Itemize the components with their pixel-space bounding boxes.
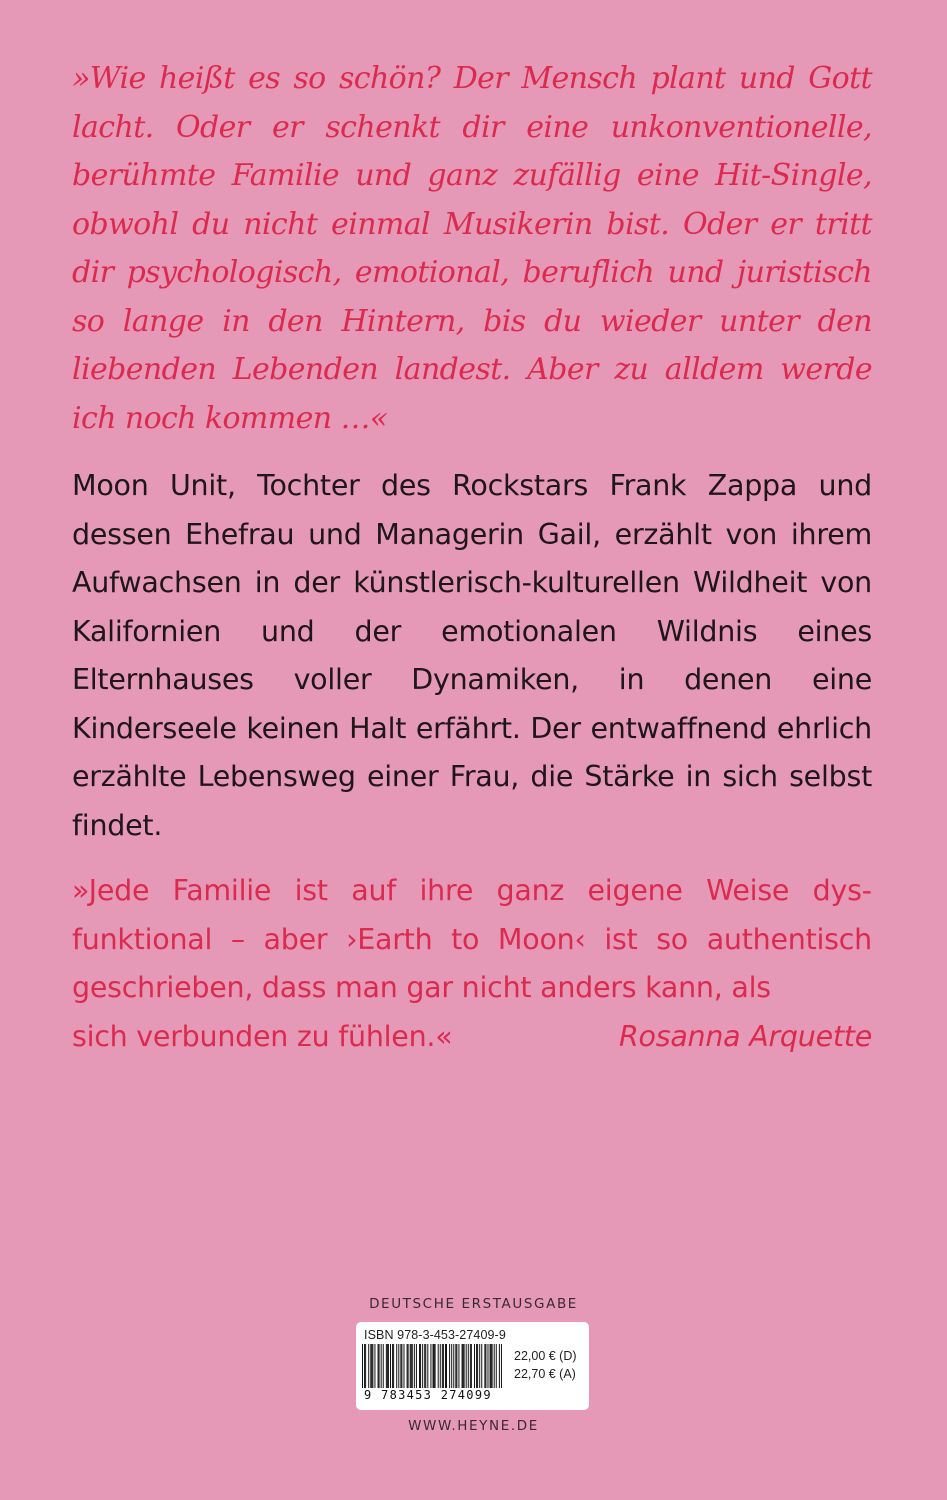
barcode-bar — [374, 1344, 375, 1388]
barcode-bar — [501, 1344, 502, 1388]
barcode-bar — [455, 1344, 456, 1388]
barcode-bar — [491, 1344, 492, 1388]
barcode-bar — [372, 1344, 373, 1388]
barcode-bar — [371, 1344, 372, 1388]
barcode-bar — [487, 1344, 488, 1388]
barcode-bar — [445, 1344, 446, 1388]
barcode-icon — [362, 1344, 502, 1388]
barcode-bar — [440, 1344, 441, 1388]
intro-quote: »Wie heißt es so schön? Der Mensch plant und Gott lacht. Oder er schenkt dir eine unkonventionelle, berühmte Familie und ganz zufällig eine Hit-Single, obwohl du nicht einmal Musikerin bist. Oder er tritt dir psychologisch, emotional, beruflich und juristisch so lange in den Hintern, bis du wieder unter den liebenden Lebenden landest. Aber zu alldem werde ich noch kommen …« — [72, 61, 872, 436]
barcode-label — [356, 1322, 589, 1410]
barcode-bar — [414, 1344, 415, 1388]
barcode-bar — [365, 1344, 366, 1388]
barcode-bar — [412, 1344, 413, 1388]
barcode-bar — [435, 1344, 436, 1388]
blurb-author: Rosanna Arquette — [619, 1019, 872, 1053]
barcode-bar — [422, 1344, 423, 1388]
barcode-bar — [474, 1344, 475, 1388]
barcode-bar — [479, 1344, 480, 1388]
barcode-bar — [407, 1344, 408, 1388]
barcode-bar — [379, 1344, 380, 1388]
barcode-bar — [364, 1344, 365, 1388]
barcode-bar — [390, 1344, 391, 1388]
barcode-bar — [481, 1344, 482, 1388]
barcode-bar — [424, 1344, 425, 1388]
barcode-bar — [378, 1344, 379, 1388]
blurb-text-end: sich verbunden zu fühlen.« — [72, 1019, 453, 1053]
barcode-bar — [370, 1344, 371, 1388]
barcode-bar — [477, 1344, 478, 1388]
barcode-bar — [468, 1344, 469, 1388]
barcode-bar — [362, 1344, 363, 1388]
barcode-bar — [430, 1344, 431, 1388]
barcode-bar — [496, 1344, 497, 1388]
publisher-website: WWW.HEYNE.DE — [408, 1418, 539, 1434]
blurb-last-line — [72, 1013, 872, 1062]
book-description: Moon Unit, Tochter des Rockstars Frank Zappa und dessen Ehefrau und Managerin Gail, erzählt von ihrem Aufwachsen in der künstlerisch-kulturellen Wildheit von Kalifornien und der emotionalen Wildnis eines Elternhauses voller Dynamiken, in denen eine Kinderseele keinen Halt erfährt. Der entwaffnend ehrlich erzählte Lebensweg einer Frau, die Stärke in sich selbst findet. — [72, 469, 872, 842]
barcode-bar — [494, 1344, 495, 1388]
barcode-bar — [392, 1344, 393, 1388]
barcode-bar — [456, 1344, 457, 1388]
barcode-bar — [485, 1344, 486, 1388]
barcode-bar — [453, 1344, 454, 1388]
barcode-bar — [434, 1344, 435, 1388]
barcode-bar — [451, 1344, 452, 1388]
barcode-bar — [458, 1344, 459, 1388]
barcode-bar — [387, 1344, 388, 1388]
edition-label: DEUTSCHE ERSTAUSGABE — [369, 1296, 578, 1312]
barcode-bar — [403, 1344, 404, 1388]
barcode-bar — [386, 1344, 387, 1388]
price-austria: 22,70 € (A) — [514, 1367, 576, 1381]
barcode-bar — [411, 1344, 412, 1388]
barcode-bar — [368, 1344, 369, 1388]
barcode-bar — [383, 1344, 384, 1388]
barcode-bar — [464, 1344, 465, 1388]
barcode-bar — [388, 1344, 389, 1388]
barcode-digits: 9 783453 274099 — [364, 1388, 492, 1402]
barcode-bar — [484, 1344, 485, 1388]
barcode-bar — [442, 1344, 443, 1388]
barcode-bar — [416, 1344, 417, 1388]
barcode-bar — [410, 1344, 411, 1388]
barcode-bar — [427, 1344, 428, 1388]
barcode-bar — [401, 1344, 402, 1388]
barcode-bar — [433, 1344, 434, 1388]
barcode-bar — [446, 1344, 447, 1388]
barcode-bar — [400, 1344, 401, 1388]
barcode-bar — [393, 1344, 394, 1388]
barcode-bar — [490, 1344, 491, 1388]
barcode-bar — [462, 1344, 463, 1388]
barcode-bar — [492, 1344, 493, 1388]
barcode-bar — [438, 1344, 439, 1388]
barcode-bar — [466, 1344, 467, 1388]
barcode-bar — [443, 1344, 444, 1388]
barcode-bar — [381, 1344, 382, 1388]
barcode-bar — [471, 1344, 472, 1388]
price-germany: 22,00 € (D) — [514, 1349, 577, 1363]
barcode-bar — [419, 1344, 420, 1388]
review-blurb — [72, 867, 872, 1061]
blurb-text: »Jede Familie ist auf ihre ganz eigene Weise dysfunktional – aber ›Earth to Moon‹ ist so authentisch geschrieben, dass man gar nicht anders kann, als — [72, 874, 872, 1004]
barcode-bar — [499, 1344, 500, 1388]
barcode-bar — [408, 1344, 409, 1388]
barcode-bar — [420, 1344, 421, 1388]
barcode-bar — [463, 1344, 464, 1388]
barcode-bar — [476, 1344, 477, 1388]
barcode-bar — [396, 1344, 397, 1388]
barcode-bar — [449, 1344, 450, 1388]
barcode-bar — [425, 1344, 426, 1388]
isbn-text: ISBN 978-3-453-27409-9 — [364, 1328, 506, 1342]
barcode-bar — [470, 1344, 471, 1388]
barcode-bar — [398, 1344, 399, 1388]
